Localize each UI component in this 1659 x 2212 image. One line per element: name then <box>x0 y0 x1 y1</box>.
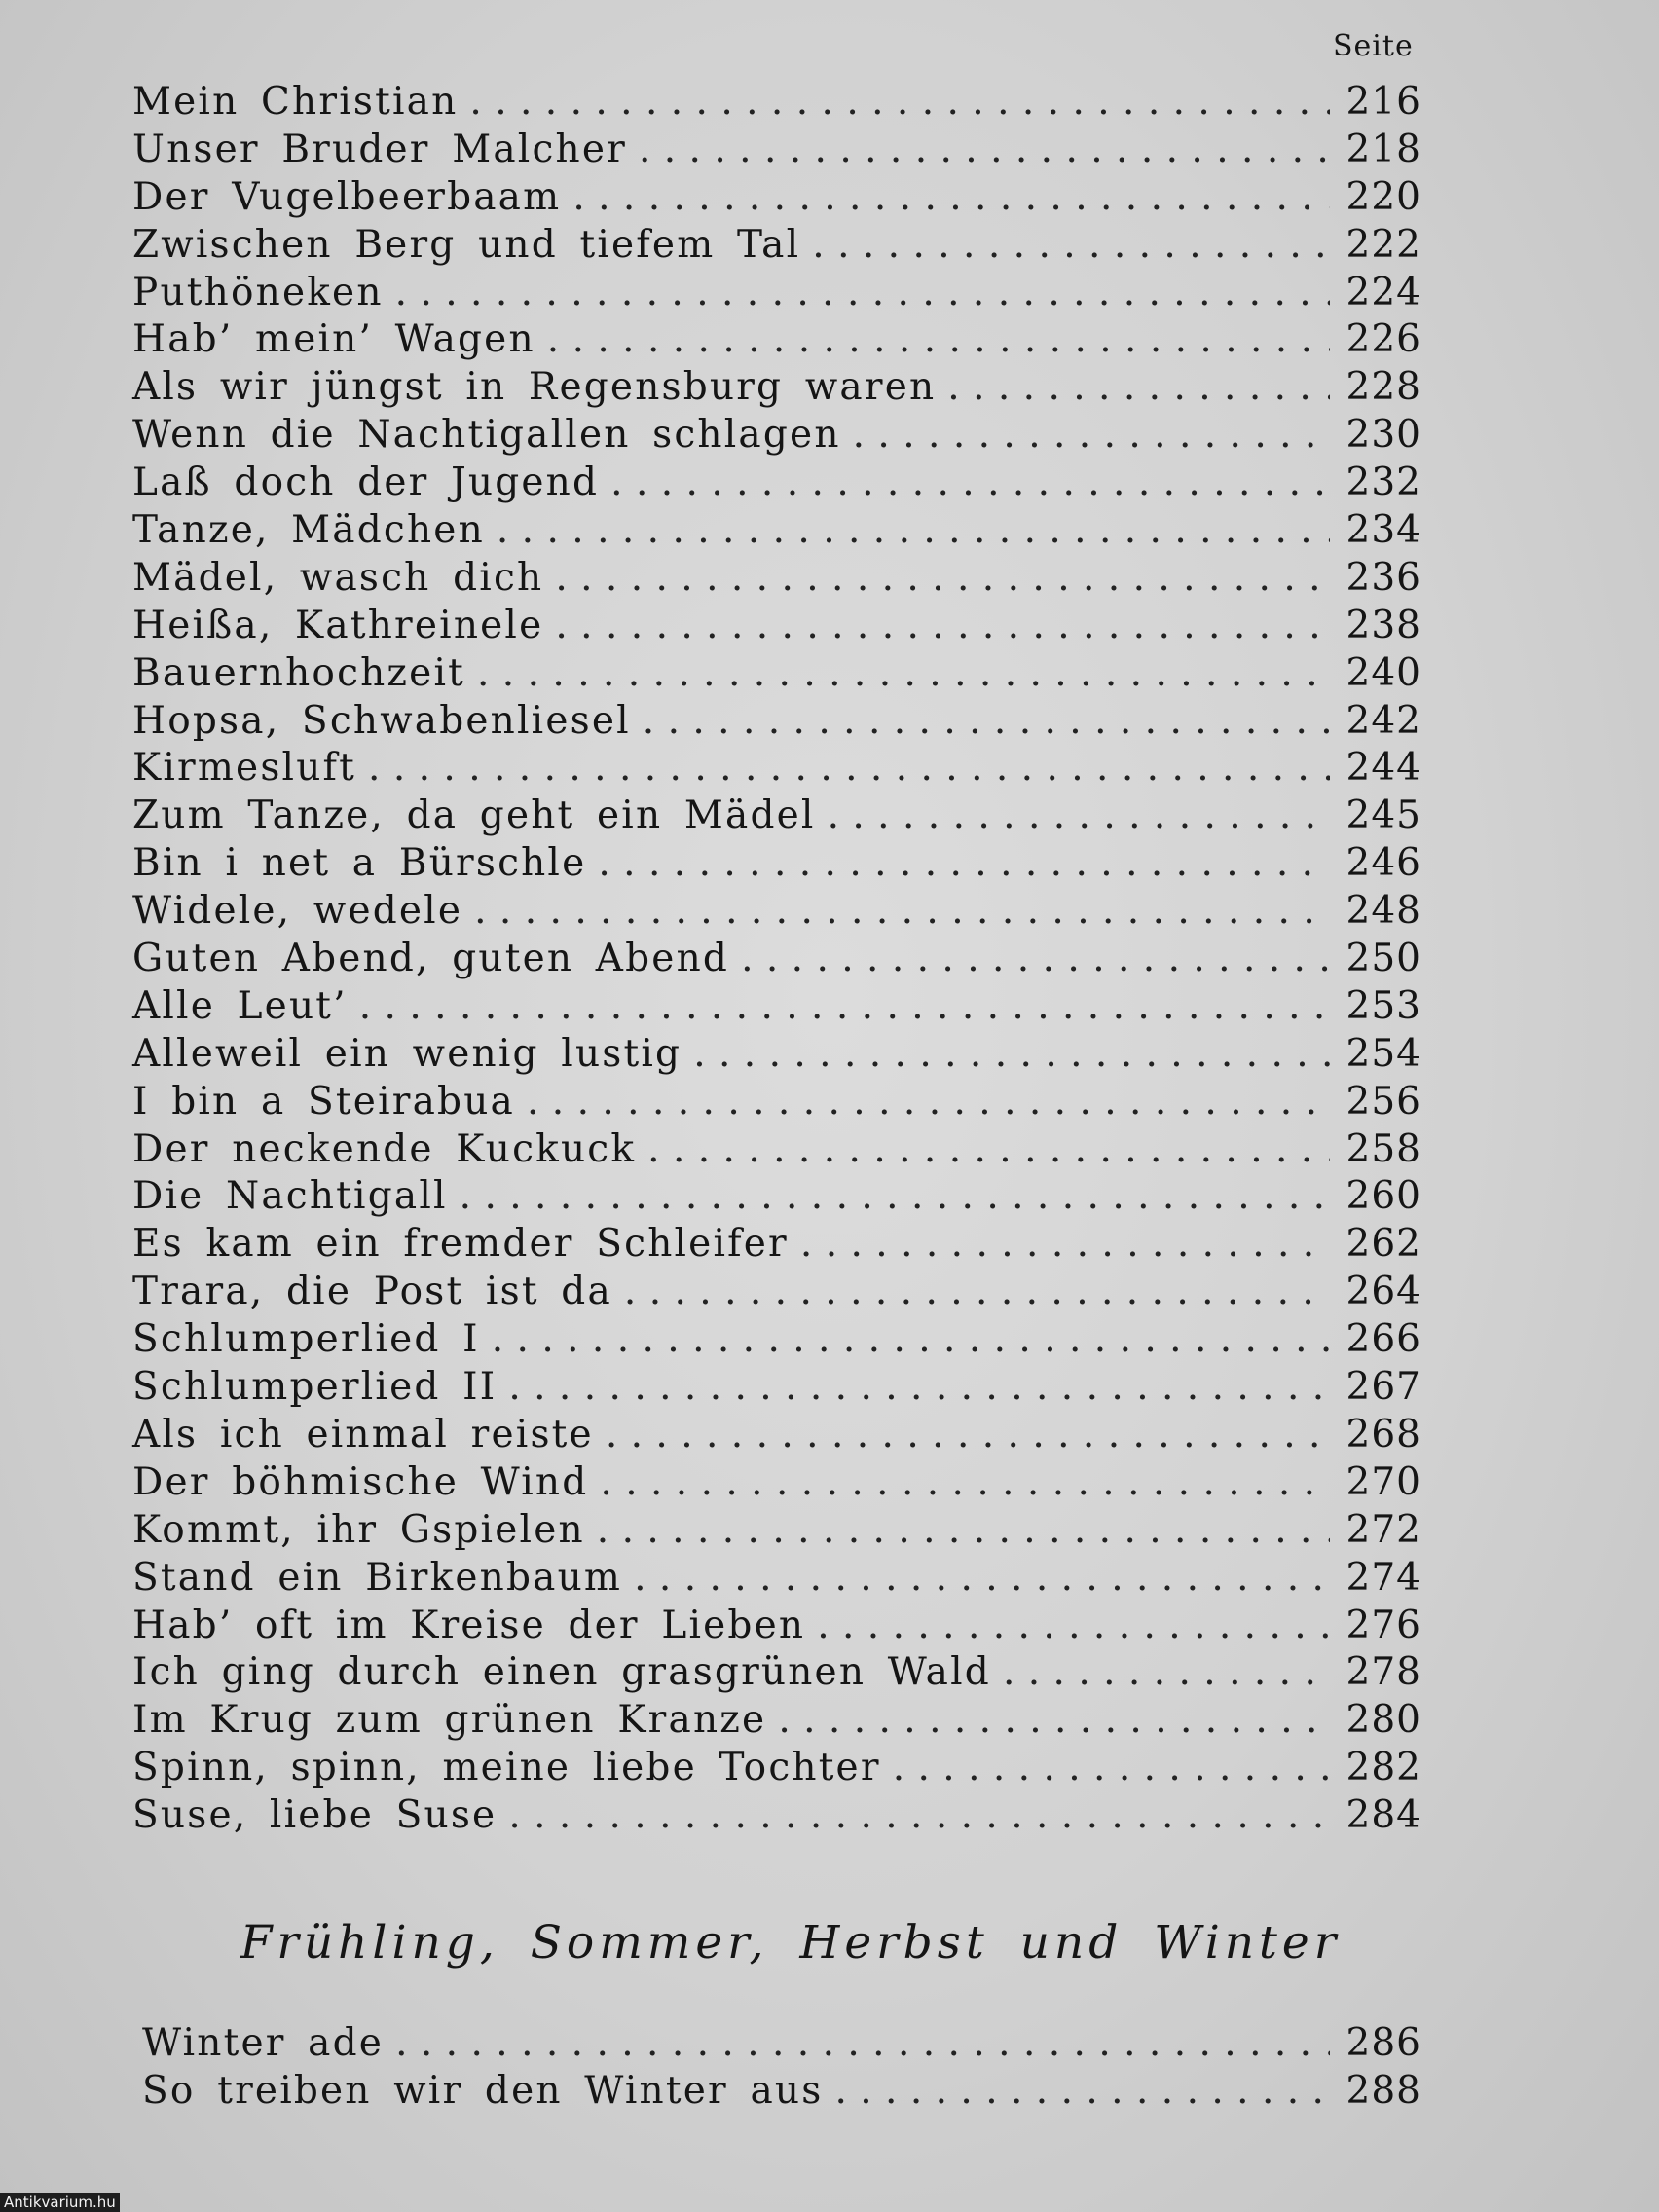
entry-page-number: 274 <box>1346 1555 1421 1600</box>
dot-leader <box>800 1222 1330 1266</box>
entry-page-number: 250 <box>1346 937 1421 981</box>
entry-title: Schlumperlied I <box>132 1317 480 1362</box>
entry-title: Ich ging durch einen grasgrünen Wald <box>132 1650 991 1695</box>
entry-page-number: 267 <box>1346 1365 1421 1410</box>
entry-page-number: 236 <box>1346 555 1421 600</box>
toc-entry <box>132 889 1421 937</box>
entry-page-number: 286 <box>1346 2021 1421 2065</box>
entry-page-number: 276 <box>1346 1603 1421 1647</box>
entry-title: So treiben wir den Winter aus <box>142 2068 824 2113</box>
dot-leader <box>460 1174 1330 1218</box>
entry-title: Heißa, Kathreinele <box>132 603 544 647</box>
dot-leader <box>741 937 1330 980</box>
entry-title: Der böhmische Wind <box>132 1459 589 1504</box>
toc-entry <box>132 1174 1421 1222</box>
dot-leader <box>600 1460 1330 1504</box>
entry-title: Alle Leut’ <box>132 983 348 1028</box>
entry-title: Laß doch der Jugend <box>132 461 600 505</box>
entry-page-number: 288 <box>1346 2068 1421 2113</box>
entry-page-number: 278 <box>1346 1650 1421 1695</box>
toc-entry <box>132 1698 1421 1746</box>
toc-entry <box>132 1793 1421 1841</box>
entry-title: Kommt, ihr Gspielen <box>132 1507 585 1552</box>
entry-page-number: 248 <box>1346 889 1421 934</box>
dot-leader <box>834 2069 1330 2113</box>
entry-page-number: 234 <box>1346 508 1421 553</box>
entry-title: Alleweil ein wenig lustig <box>132 1031 682 1076</box>
toc-entry <box>132 1413 1421 1460</box>
entry-page-number: 253 <box>1346 983 1421 1028</box>
toc-entry <box>132 984 1421 1032</box>
toc-entry <box>132 1032 1421 1080</box>
entry-title: Zwischen Berg und tiefem Tal <box>132 222 801 267</box>
dot-leader <box>947 365 1330 409</box>
dot-leader <box>606 1413 1330 1456</box>
dot-leader <box>547 317 1330 361</box>
entry-title: Bauernhochzeit <box>132 650 466 695</box>
entry-title: Mädel, wasch dich <box>132 555 544 600</box>
entry-page-number: 256 <box>1346 1079 1421 1124</box>
entry-title: Suse, liebe Suse <box>132 1793 498 1838</box>
toc-entry <box>132 80 1421 128</box>
entry-title: Als ich einmal reiste <box>132 1412 594 1456</box>
entry-title: Hab’ mein’ Wagen <box>132 317 535 362</box>
dot-leader <box>497 508 1330 552</box>
section-heading: Frühling, Sommer, Herbst und Winter <box>240 1916 1342 1970</box>
entry-title: Trara, die Post ist da <box>132 1270 612 1314</box>
entry-title: Im Krug zum grünen Kranze <box>132 1698 767 1743</box>
toc-entry <box>132 1127 1421 1175</box>
entry-page-number: 232 <box>1346 461 1421 505</box>
toc-list <box>132 80 1421 1841</box>
entry-title: Stand ein Birkenbaum <box>132 1555 623 1600</box>
dot-leader <box>508 1365 1330 1409</box>
entry-title: Es kam ein fremder Schleifer <box>132 1222 789 1267</box>
toc-entry <box>132 699 1421 747</box>
entry-title: Hab’ oft im Kreise der Lieben <box>132 1603 806 1647</box>
dot-leader <box>893 1746 1330 1789</box>
entry-page-number: 216 <box>1346 80 1421 124</box>
dot-leader <box>395 271 1330 314</box>
toc-entry <box>132 1508 1421 1556</box>
dot-leader <box>1003 1650 1330 1694</box>
entry-page-number: 270 <box>1346 1459 1421 1504</box>
toc-entry <box>132 128 1421 175</box>
entry-page-number: 240 <box>1346 650 1421 695</box>
toc-entry <box>132 1317 1421 1365</box>
toc-entry <box>132 508 1421 556</box>
toc-entry <box>132 937 1421 984</box>
toc-entry <box>132 1650 1421 1698</box>
dot-leader <box>647 1127 1330 1171</box>
dot-leader <box>624 1270 1330 1313</box>
toc-entry <box>132 793 1421 841</box>
dot-leader <box>469 80 1330 124</box>
entry-title: Hopsa, Schwabenliesel <box>132 698 631 743</box>
dot-leader <box>817 1604 1330 1647</box>
entry-title: Spinn, spinn, meine liebe Tochter <box>132 1746 881 1790</box>
dot-leader <box>643 699 1330 743</box>
dot-leader <box>853 413 1330 457</box>
entry-title: Schlumperlied II <box>132 1365 498 1410</box>
entry-page-number: 218 <box>1346 127 1421 171</box>
entry-page-number: 226 <box>1346 317 1421 362</box>
dot-leader <box>555 604 1330 647</box>
entry-title: Zum Tanze, da geht ein Mädel <box>132 793 816 838</box>
entry-page-number: 242 <box>1346 698 1421 743</box>
dot-leader <box>368 746 1330 790</box>
entry-title: I bin a Steirabua <box>132 1079 515 1124</box>
dot-leader <box>527 1080 1330 1124</box>
entry-title: Guten Abend, guten Abend <box>132 937 730 981</box>
entry-page-number: 245 <box>1346 793 1421 838</box>
toc-entry <box>142 2021 1421 2069</box>
toc-entry <box>132 556 1421 604</box>
toc-entry <box>132 365 1421 413</box>
entry-page-number: 266 <box>1346 1317 1421 1362</box>
toc-entry <box>132 413 1421 461</box>
dot-leader <box>359 984 1330 1028</box>
toc-entry <box>132 271 1421 318</box>
dot-leader <box>474 889 1330 933</box>
entry-title: Als wir jüngst in Regensburg waren <box>132 365 937 410</box>
entry-page-number: 246 <box>1346 841 1421 886</box>
toc-entry <box>132 1746 1421 1793</box>
entry-title: Mein Christian <box>132 80 459 124</box>
entry-page-number: 230 <box>1346 413 1421 458</box>
entry-page-number: 258 <box>1346 1126 1421 1171</box>
toc-entry <box>132 651 1421 699</box>
toc-entry <box>132 746 1421 793</box>
entry-title: Winter ade <box>142 2021 385 2065</box>
entry-title: Der Vugelbeerbaam <box>132 174 562 219</box>
entry-page-number: 264 <box>1346 1270 1421 1314</box>
toc-entry <box>132 1556 1421 1604</box>
entry-page-number: 262 <box>1346 1222 1421 1267</box>
entry-title: Kirmesluft <box>132 746 357 791</box>
entry-title: Wenn die Nachtigallen schlagen <box>132 413 841 458</box>
dot-leader <box>634 1556 1330 1600</box>
entry-page-number: 280 <box>1346 1698 1421 1743</box>
entry-title: Puthöneken <box>132 270 384 314</box>
dot-leader <box>828 793 1330 837</box>
dot-leader <box>598 841 1330 885</box>
dot-leader <box>812 223 1330 267</box>
toc-entry <box>132 175 1421 223</box>
dot-leader <box>693 1032 1330 1076</box>
toc-entry <box>142 2069 1421 2117</box>
entry-page-number: 244 <box>1346 746 1421 791</box>
toc-entry <box>132 1222 1421 1270</box>
entry-page-number: 282 <box>1346 1746 1421 1790</box>
toc-entry <box>132 1270 1421 1317</box>
entry-page-number: 220 <box>1346 174 1421 219</box>
dot-leader <box>395 2021 1330 2065</box>
toc-entry <box>132 604 1421 651</box>
toc-list-season <box>142 2021 1421 2117</box>
toc-entry <box>132 223 1421 271</box>
toc-entry <box>132 317 1421 365</box>
entry-page-number: 272 <box>1346 1507 1421 1552</box>
watermark: Antikvarium.hu <box>0 2193 120 2212</box>
dot-leader <box>572 175 1330 219</box>
entry-page-number: 224 <box>1346 270 1421 314</box>
entry-page-number: 260 <box>1346 1174 1421 1219</box>
toc-entry <box>132 1365 1421 1413</box>
entry-page-number: 238 <box>1346 603 1421 647</box>
dot-leader <box>555 556 1330 600</box>
toc-entry <box>132 841 1421 889</box>
dot-leader <box>508 1793 1330 1837</box>
entry-title: Die Nachtigall <box>132 1174 448 1219</box>
entry-page-number: 222 <box>1346 222 1421 267</box>
entry-title: Bin i net a Bürschle <box>132 841 587 886</box>
entry-page-number: 254 <box>1346 1031 1421 1076</box>
page-column-label: Seite <box>1333 29 1414 63</box>
entry-title: Unser Bruder Malcher <box>132 127 627 171</box>
toc-entry <box>132 1604 1421 1651</box>
toc-entry <box>132 1460 1421 1508</box>
toc-entry <box>132 1080 1421 1127</box>
entry-title: Widele, wedele <box>132 889 463 934</box>
entry-page-number: 284 <box>1346 1793 1421 1838</box>
entry-title: Tanze, Mädchen <box>132 508 485 553</box>
dot-leader <box>492 1317 1330 1361</box>
entry-title: Der neckende Kuckuck <box>132 1126 637 1171</box>
toc-entry <box>132 461 1421 508</box>
dot-leader <box>597 1508 1330 1552</box>
dot-leader <box>778 1698 1330 1742</box>
entry-page-number: 268 <box>1346 1412 1421 1456</box>
entry-page-number: 228 <box>1346 365 1421 410</box>
dot-leader <box>610 461 1330 504</box>
dot-leader <box>477 651 1330 695</box>
dot-leader <box>639 128 1330 171</box>
